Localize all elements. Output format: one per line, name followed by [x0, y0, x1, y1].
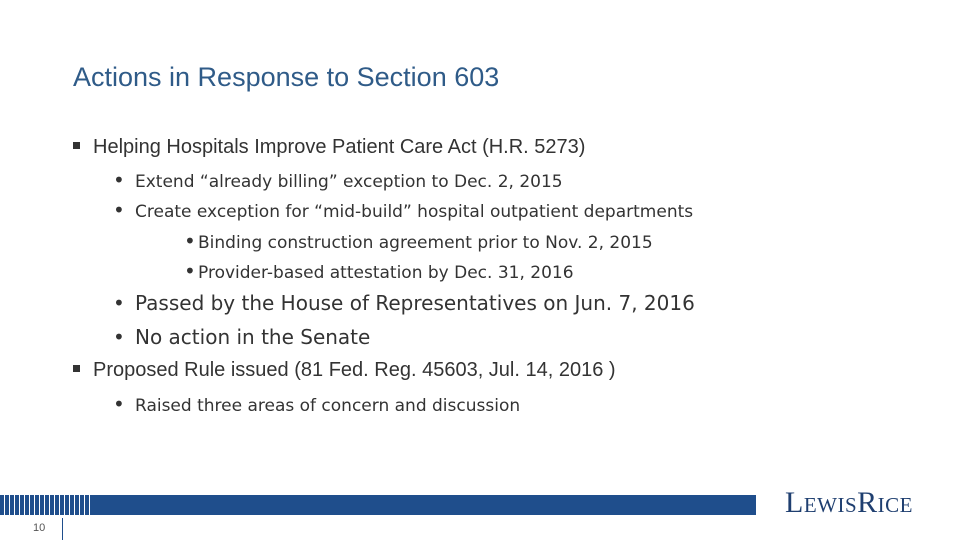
bullet-text: No action in the Senate — [135, 325, 371, 349]
bullet-text: Create exception for “mid-build” hospital outpatient departments — [135, 202, 694, 222]
bullet-dot-icon: • — [113, 325, 125, 349]
bullet-level2 — [113, 291, 695, 315]
bullet-text: Helping Hospitals Improve Patient Care Act (H.R. 5273) — [93, 136, 586, 158]
bullet-level2 — [113, 392, 520, 416]
slide-title: Actions in Response to Section 603 — [73, 62, 500, 92]
bullet-dot-icon: • — [184, 229, 196, 253]
logo-letter: L — [785, 486, 804, 519]
bullet-level3 — [184, 259, 574, 283]
bullet-dot-icon: • — [113, 291, 125, 315]
bullet-dot-icon: • — [113, 198, 125, 222]
bullet-level1 — [73, 359, 616, 382]
bullet-dot-icon: • — [113, 392, 125, 416]
bullet-text: Raised three areas of concern and discussion — [135, 396, 521, 416]
square-bullet-icon — [73, 142, 80, 149]
bullet-text: Extend “already billing” exception to Dec. 2, 2015 — [135, 172, 563, 192]
bullet-level1 — [73, 136, 585, 159]
lewisrice-logo — [785, 486, 935, 520]
bullet-level3 — [184, 229, 653, 253]
bullet-level2 — [113, 325, 370, 349]
page-number: 10 — [33, 522, 46, 534]
bullet-dot-icon: • — [184, 259, 196, 283]
bullet-text: Passed by the House of Representatives on Jun. 7, 2016 — [135, 291, 695, 315]
logo-letters: EWIS — [803, 493, 858, 517]
footer-bar-stripes — [0, 495, 90, 515]
page-number-divider — [62, 518, 63, 540]
footer-accent-bar — [0, 495, 756, 515]
square-bullet-icon — [73, 365, 80, 372]
logo-letter: R — [857, 486, 878, 519]
bullet-dot-icon: • — [113, 168, 125, 192]
bullet-level2 — [113, 198, 693, 222]
bullet-text: Proposed Rule issued (81 Fed. Reg. 45603, Jul. 14, 2016 ) — [93, 359, 616, 381]
bullet-level2 — [113, 168, 563, 192]
bullet-text: Binding construction agreement prior to Nov. 2, 2015 — [198, 233, 653, 253]
bullet-text: Provider-based attestation by Dec. 31, 2016 — [198, 263, 574, 283]
logo-letters: ICE — [877, 493, 913, 517]
